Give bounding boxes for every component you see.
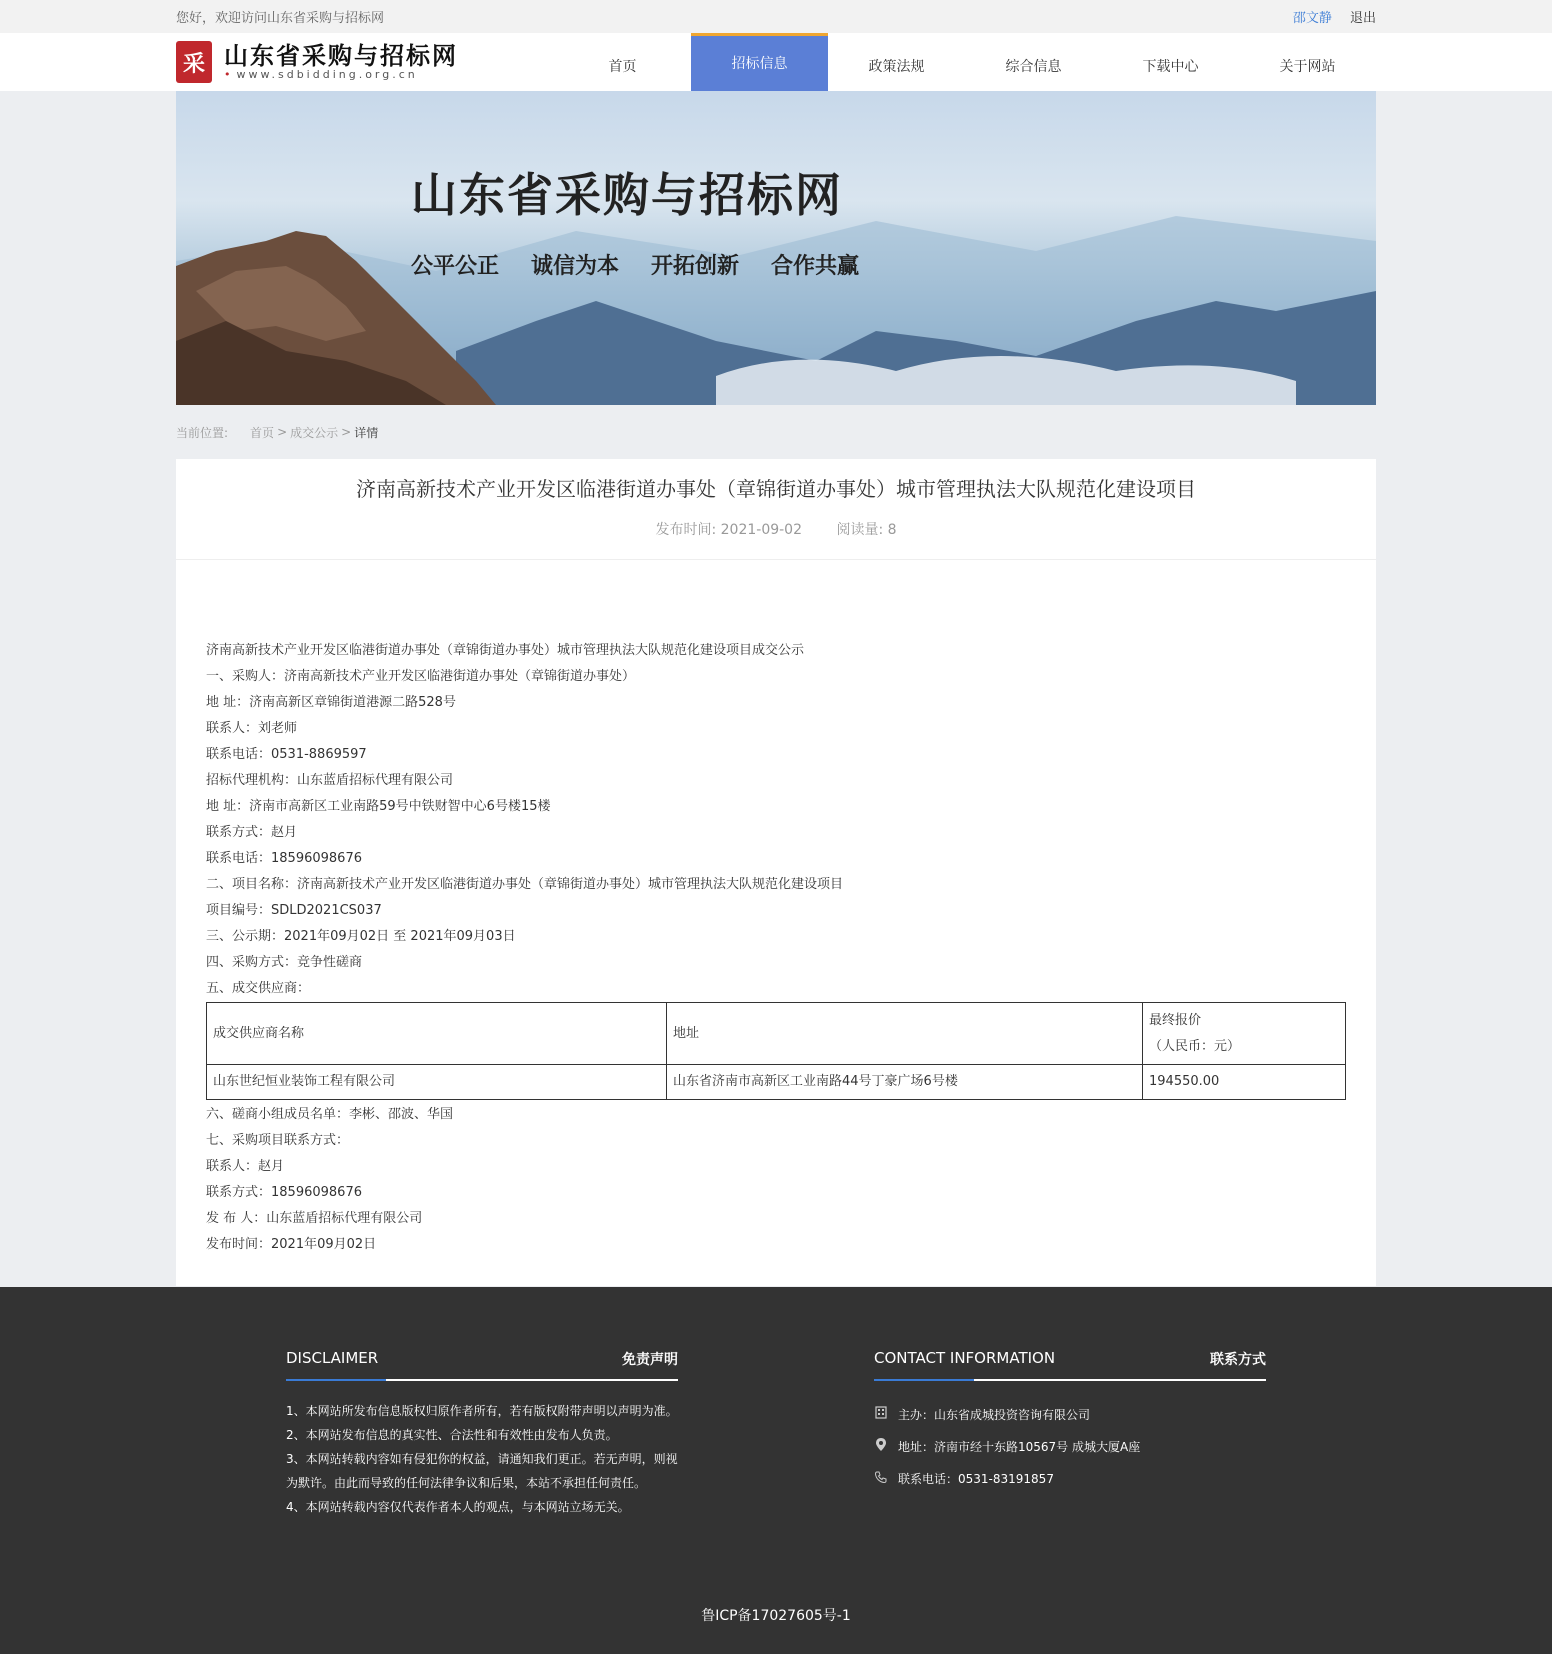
slogan-item: 诚信为本: [531, 253, 620, 279]
header-supplier-name: 成交供应商名称: [207, 1003, 667, 1065]
breadcrumb-current: 详情: [354, 425, 379, 440]
contact-address: [874, 1431, 1266, 1463]
header-address: 地址: [667, 1003, 1143, 1065]
slogan-item: 开拓创新: [651, 253, 740, 279]
logo-seal-icon: 采: [176, 41, 212, 83]
contact-title-cn: 联系方式: [1210, 1352, 1266, 1368]
contact-phone: [874, 1463, 1266, 1495]
mountain-landscape-image: [176, 91, 1376, 405]
location-pin-icon: [874, 1431, 888, 1463]
banner-title: 山东省采购与招标网: [411, 168, 843, 222]
view-count: 阅读量: 8: [836, 522, 897, 538]
contact-section: [874, 1349, 1266, 1519]
welcome-text: 您好，欢迎访问山东省采购与招标网: [176, 11, 385, 26]
contact-host-text: 主办：山东省成城投资咨询有限公司: [898, 1408, 1091, 1422]
cell-address: 山东省济南市高新区工业南路44号丁豪广场6号楼: [667, 1065, 1143, 1100]
article-line: 招标代理机构：山东蓝盾招标代理有限公司: [206, 773, 454, 788]
table-header-row: [207, 1003, 1346, 1065]
article-line: 联系电话：18596098676: [206, 851, 362, 866]
header-price-label: 最终报价: [1149, 1012, 1202, 1028]
slogan-item: 合作共赢: [771, 253, 860, 279]
contact-title-en: CONTACT INFORMATION: [874, 1349, 1056, 1367]
nav-downloads[interactable]: 下载中心: [1142, 59, 1199, 75]
breadcrumb-deals[interactable]: 成交公示: [290, 425, 339, 440]
nav-bidding-info[interactable]: 招标信息: [691, 33, 828, 91]
contact-host: [874, 1399, 1266, 1431]
main-nav: [554, 33, 1376, 91]
article-line: 联系电话：0531-8869597: [206, 747, 367, 762]
slogan-item: 公平公正: [411, 253, 500, 279]
breadcrumb-separator: >: [341, 425, 352, 439]
article-line: 发布时间：2021年09月02日: [206, 1237, 377, 1252]
article-line: 联系人：刘老师: [206, 721, 298, 736]
article-line: 发 布 人：山东蓝盾招标代理有限公司: [206, 1211, 423, 1226]
article-meta: [176, 505, 1376, 555]
article-line: 六、磋商小组成员名单：李彬、邵波、华国: [206, 1107, 454, 1122]
banner-slogans: [411, 249, 859, 280]
cell-supplier-name: 山东世纪恒业装饰工程有限公司: [207, 1065, 667, 1100]
phone-icon: [874, 1463, 888, 1495]
site-footer: [0, 1287, 1552, 1654]
disclaimer-title-en: DISCLAIMER: [286, 1349, 379, 1367]
article-line: 地 址：济南市高新区工业南路59号中铁财智中心6号楼15楼: [206, 799, 551, 814]
table-row: [207, 1065, 1346, 1100]
building-icon: [874, 1399, 888, 1431]
hero-banner: [176, 91, 1376, 405]
article-panel: [176, 459, 1376, 1286]
disclaimer-item: 3、本网站转载内容如有侵犯你的权益，请通知我们更正。若无声明，则视为默许。由此而导致的任何法律争议和后果，本站不承担任何责任。: [286, 1452, 678, 1490]
article-body: [176, 560, 1376, 1258]
cell-price: 194550.00: [1143, 1065, 1346, 1100]
user-link[interactable]: 邵文静: [1292, 11, 1332, 26]
icp-record[interactable]: 鲁ICP备17027605号-1: [701, 1608, 851, 1624]
publish-time: 发布时间: 2021-09-02: [655, 522, 802, 538]
article-line: 三、公示期：2021年09月02日 至 2021年09月03日: [206, 929, 516, 944]
contact-phone-text: 联系电话：0531-83191857: [898, 1472, 1054, 1486]
site-header: [0, 33, 1552, 91]
article-line: 七、采购项目联系方式：: [206, 1133, 350, 1148]
breadcrumb-separator: >: [277, 425, 288, 439]
disclaimer-title-cn: 免责声明: [622, 1352, 678, 1368]
article-line: 二、项目名称：济南高新技术产业开发区临港街道办事处（章锦街道办事处）城市管理执法大队规范化建设项目: [206, 877, 844, 892]
article-line: 联系方式：18596098676: [206, 1185, 362, 1200]
article-title: 济南高新技术产业开发区临港街道办事处（章锦街道办事处）城市管理执法大队规范化建设项目: [356, 477, 1196, 501]
logout-link[interactable]: 退出: [1349, 11, 1376, 26]
nav-general-info[interactable]: 综合信息: [1005, 59, 1062, 75]
supplier-table: [206, 1002, 1346, 1100]
nav-policy[interactable]: 政策法规: [868, 59, 925, 75]
article-line: 项目编号：SDLD2021CS037: [206, 903, 382, 918]
header-price-unit: （人民币：元）: [1149, 1038, 1241, 1054]
breadcrumb-home[interactable]: 首页: [250, 425, 275, 440]
article-header: [176, 459, 1376, 560]
site-logo[interactable]: [176, 41, 554, 83]
breadcrumb: [176, 405, 1376, 459]
article-line: 联系方式：赵月: [206, 825, 298, 840]
logo-url: • www.sdbidding.org.cn: [224, 69, 458, 81]
header-final-price: [1143, 1003, 1346, 1065]
disclaimer-section: [286, 1349, 678, 1519]
logo-title: 山东省采购与招标网: [224, 41, 458, 70]
article-line: 四、采购方式：竞争性磋商: [206, 955, 363, 970]
disclaimer-item: 2、本网站发布信息的真实性、合法性和有效性由发布人负责。: [286, 1428, 618, 1442]
article-line: 地 址：济南高新区章锦街道港源二路528号: [206, 695, 456, 710]
disclaimer-item: 4、本网站转载内容仅代表作者本人的观点，与本网站立场无关。: [286, 1500, 630, 1514]
article-line: 联系人：赵月: [206, 1159, 285, 1174]
article-line: 五、成交供应商：: [206, 981, 311, 996]
contact-address-text: 地址：济南市经十东路10567号 成城大厦A座: [898, 1440, 1141, 1454]
disclaimer-item: 1、本网站所发布信息版权归原作者所有，若有版权附带声明以声明为准。: [286, 1404, 678, 1418]
nav-about[interactable]: 关于网站: [1279, 59, 1336, 75]
breadcrumb-label: 当前位置:: [176, 425, 229, 440]
nav-home[interactable]: 首页: [608, 59, 637, 75]
top-bar: [0, 0, 1552, 33]
article-line: 一、采购人：济南高新技术产业开发区临港街道办事处（章锦街道办事处）: [206, 669, 636, 684]
article-line: 济南高新技术产业开发区临港街道办事处（章锦街道办事处）城市管理执法大队规范化建设项目成交公示: [206, 643, 805, 658]
